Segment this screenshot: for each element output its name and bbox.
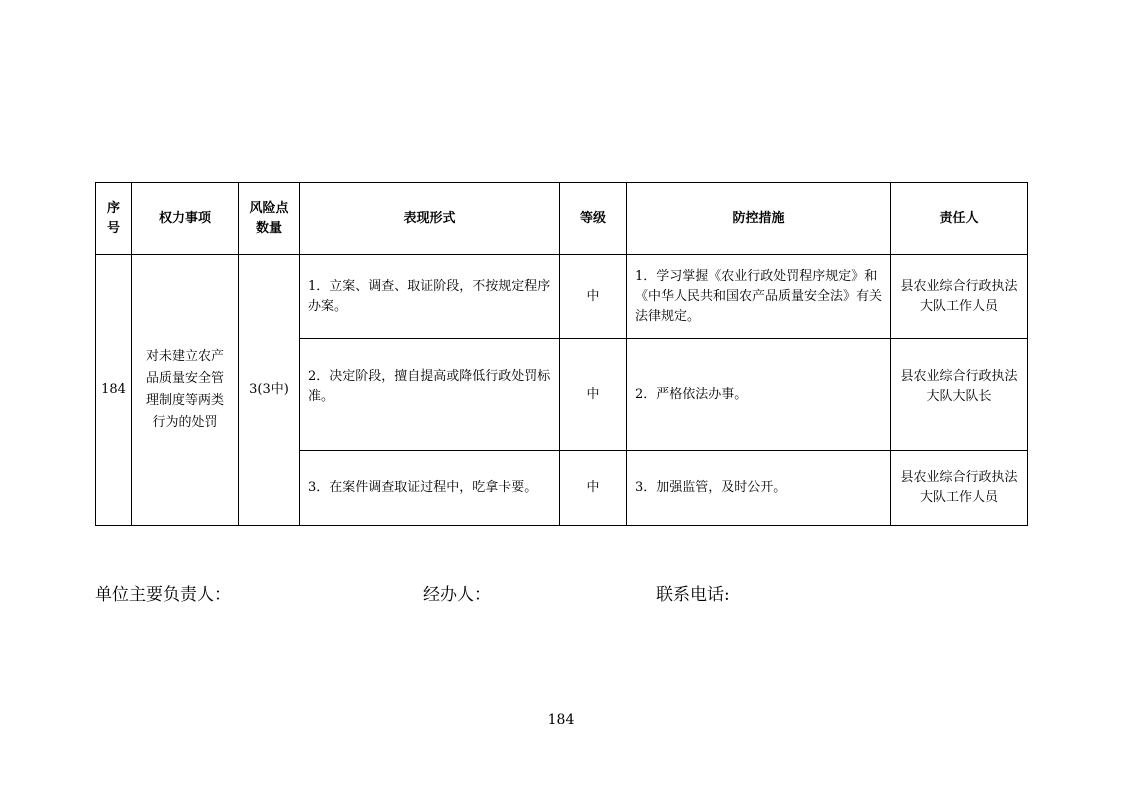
power-item-text: 对未建立农产品质量安全管理制度等两类行为的处罚: [145, 349, 224, 430]
header-manifestation: 表现形式: [300, 183, 560, 255]
responsible-text: 县农业综合行政执法大队大队长: [900, 368, 1018, 404]
header-power-item: 权力事项: [132, 183, 239, 255]
header-responsible: 责任人: [891, 183, 1028, 255]
cell-measures: 2．严格依法办事。: [627, 339, 891, 451]
cell-responsible: 县农业综合行政执法大队工作人员: [891, 255, 1028, 339]
page-number: 184: [547, 712, 575, 728]
handler-signature-label: 经办人：: [423, 585, 491, 605]
manifestation-text: 2．决定阶段，擅自提高或降低行政处罚标准。: [308, 368, 551, 404]
unit-head-signature-label: 单位主要负责人：: [95, 585, 231, 605]
header-index: 序 号: [96, 183, 132, 255]
cell-responsible: 县农业综合行政执法大队工作人员: [891, 451, 1028, 526]
header-measures: 防控措施: [627, 183, 891, 255]
phone-label: 联系电话:: [656, 585, 730, 605]
cell-manifestation: 1．立案、调查、取证阶段，不按规定程序办案。: [300, 255, 560, 339]
cell-manifestation: 3．在案件调查取证过程中，吃拿卡要。: [300, 451, 560, 526]
table-row: [96, 255, 1028, 339]
cell-responsible: [891, 339, 1028, 451]
cell-manifestation: [300, 339, 560, 451]
header-risk-count: 风险点 数量: [239, 183, 300, 255]
cell-level: 中: [560, 339, 627, 451]
table-header-row: [96, 183, 1028, 255]
cell-index: 184: [96, 255, 132, 526]
cell-measures: 1．学习掌握《农业行政处罚程序规定》和《中华人民共和国农产品质量安全法》有关法律规定。: [627, 255, 891, 339]
risk-table: [95, 182, 1028, 526]
cell-measures: 3．加强监管，及时公开。: [627, 451, 891, 526]
cell-risk-count: 3(3中): [239, 255, 300, 526]
cell-level: 中: [560, 255, 627, 339]
cell-power-item: [132, 255, 239, 526]
header-level: 等级: [560, 183, 627, 255]
cell-level: 中: [560, 451, 627, 526]
